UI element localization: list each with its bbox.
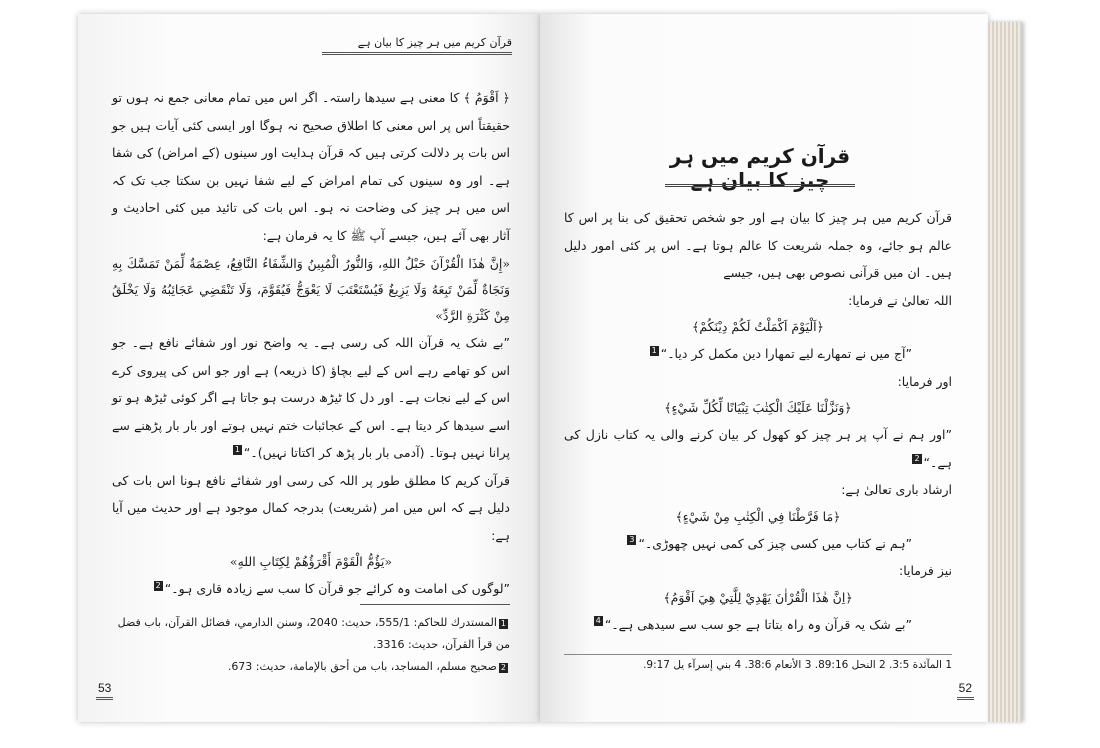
footnote-ref: 3: [629, 535, 635, 545]
page-edges: [988, 22, 1022, 722]
translation-text: ”آج میں نے تمھارے لیے تمھارا دین مکمل کر دیا۔“: [660, 346, 912, 361]
footnote-ref: 1: [234, 444, 240, 454]
footnote-text: صحيح مسلم، المساجد، باب من أحق بالإمامة، حديث: 673.: [227, 660, 497, 673]
speech-intro: نیز فرمایا:: [899, 563, 952, 578]
footnote-number: 2: [500, 663, 506, 672]
translation-text: ”بے شک یہ قرآن وہ راہ بتاتا ہے جو سب سے سیدھی ہے۔“: [604, 616, 912, 632]
translation: [112, 575, 510, 603]
speech-intro: اللہ تعالیٰ نے فرمایا:: [848, 292, 952, 308]
paragraph: قرآن کریم کا مطلق طور پر اللہ کی رسی اور شفائے نافع ہونا اس بات کی دلیل ہے کہ اس میں امر (شریعت) بدرجہ کمال موجود ہے اور حدیث میں آیا ہے:: [112, 472, 510, 543]
page-number: 53: [96, 681, 113, 700]
right-page: [540, 14, 988, 722]
chapter-title-rule: [665, 184, 855, 187]
quran-ayah: ﴿اَلْيَوْمَ اَكْمَلْتُ لَكُمْ دِيْنَكُمْ﴾: [692, 319, 824, 334]
page-number: 52: [957, 681, 974, 700]
translation-text: ”ہم نے کتاب میں کسی چیز کی کمی نہیں چھوڑی۔“: [638, 535, 912, 551]
speech-intro: ارشاد باری تعالیٰ ہے:: [841, 482, 952, 497]
footnote: [110, 612, 510, 656]
left-page: [78, 14, 540, 722]
right-page-body: [564, 204, 952, 638]
translation-text: ”لوگوں کی امامت وہ کرائے جو قرآن کا سب سے زیادہ قاری ہو۔“: [164, 581, 510, 596]
quran-ayah: ﴿مَا فَرَّطْنَا فِي الْكِتٰبِ مِنْ شَيْءٍ﴾: [675, 508, 841, 524]
translation-text: ”بے شک یہ قرآن اللہ کی رسی ہے۔ یہ واضح نور اور شفائے نافع ہے۔ جو اس کو تھامے رہے اس کے لیے بچاؤ (کا ذریعہ) ہے اور جو اس کی پیروی کرے اس کے لیے نجات ہے۔ اور دل کا ٹیڑھ درست ہو جاتا ہے اگر کوئی ٹیڑھ ہو تو اسے سیدھا کر دیتا ہے۔ اس کے عجائبات ختم نہیں ہوتے اور بار بار پڑھنے سے پرانا نہیں ہوتا۔ (آدمی بار بار پڑھ کر اکتاتا نہیں)۔“: [112, 335, 510, 460]
arabic-hadith: «إِنَّ هٰذَا الْقُرْآنَ حَبْلُ اللهِ، وَالنُّورُ الْمُبِينُ وَالشِّفَاءُ النَّافِعُ، عِصْمَةٌ لِّمَنْ تَمَسَّكَ بِهِ وَنَجَاةٌ لِّمَنْ تَبِعَهُ وَلَا يَزِيغُ فَيُسْتَعْتَبَ لَا يَعْوَجُّ فَيُقَوَّمَ، وَلَا تَنْقَضِي عَجَائِبُهُ وَلَا يَخْلَقُ مِنْ كَثْرَةِ الرَّدِّ»: [112, 256, 510, 323]
footnote-number: 1: [500, 619, 506, 628]
footnote-ref: 4: [595, 616, 601, 626]
arabic-hadith: «يَؤُمُّ الْقَوْمَ أَقْرَؤُهُمْ لِكِتَابِ اللهِ»: [229, 554, 393, 569]
footnotes: [110, 612, 510, 678]
paragraph: ﴿ اَقْوَمُ ﴾ کا معنی ہے سیدھا راستہ۔ اگر اس میں تمام معانی جمع نہ ہوں تو حقیقتاً اس پر اس معنی کا اطلاق صحیح نہ ہوگا اور ایسی کئی آیات ہیں جو اس بات پر دلالت کرتی ہیں کہ قرآن ہدایت اور سینوں (کے امراض) کی شفا ہے۔ اور وہ سینوں کی تمام امراض کے لیے شفا نہیں بن سکتا جب تک کہ اس میں ہر چیز کی وضاحت نہ ہو۔ اس بات کی تائید میں کئی احادیث و آثار بھی آئے ہیں، جیسے آپ ﷺ کا یہ فرمان ہے:: [112, 90, 510, 243]
footnote-text: المستدرك للحاكم: 555/1، حديث: 2040، وسنن الدارمي، فضائل القرآن، باب فضل من قرأ القرآن، حديث: 3316.: [117, 616, 510, 651]
translation: [112, 329, 510, 467]
left-page-body: [112, 84, 510, 603]
footnote-rule: [360, 604, 510, 605]
quran-ayah: ﴿اِنَّ هٰذَا الْقُرْاٰنَ يَهْدِيْ لِلَّتِيْ هِيَ اَقْوَمُ﴾: [663, 589, 853, 605]
footnote-ref: 2: [914, 454, 920, 464]
speech-intro: اور فرمایا:: [897, 373, 952, 389]
running-head: قرآن کریم میں ہر چیز کا بیان ہے: [322, 36, 512, 55]
footnote: [110, 656, 510, 678]
chapter-title: قرآن کریم میں ہر چیز کا بیان ہے: [669, 144, 851, 192]
paragraph: قرآن کریم میں ہر چیز کا بیان ہے اور جو شخص تحقیق کی بنا پر اس کا عالم ہو جائے، وہ جملہ شریعت کا عالم ہوتا ہے۔ اس پر کئی امور دلیل ہیں۔ ان میں قرآنی نصوص بھی ہیں، جیسے: [564, 210, 952, 280]
footnote-ref: 1: [651, 345, 657, 355]
quran-ayah: ﴿وَنَزَّلْنَا عَلَيْكَ الْكِتٰبَ تِبْيَانًا لِّكُلِّ شَيْءٍ﴾: [664, 400, 852, 415]
footnote-ref: 2: [155, 580, 161, 590]
translation-text: ”اور ہم نے آپ پر ہر چیز کو کھول کر بیان کرنے والی یہ کتاب نازل کی ہے۔“: [564, 427, 952, 470]
footnotes: 1 المآئدة 3:5. 2 النحل 89:16. 3 الأنعام 38:6. 4 بني إسرآء يل 9:17.: [564, 654, 952, 671]
